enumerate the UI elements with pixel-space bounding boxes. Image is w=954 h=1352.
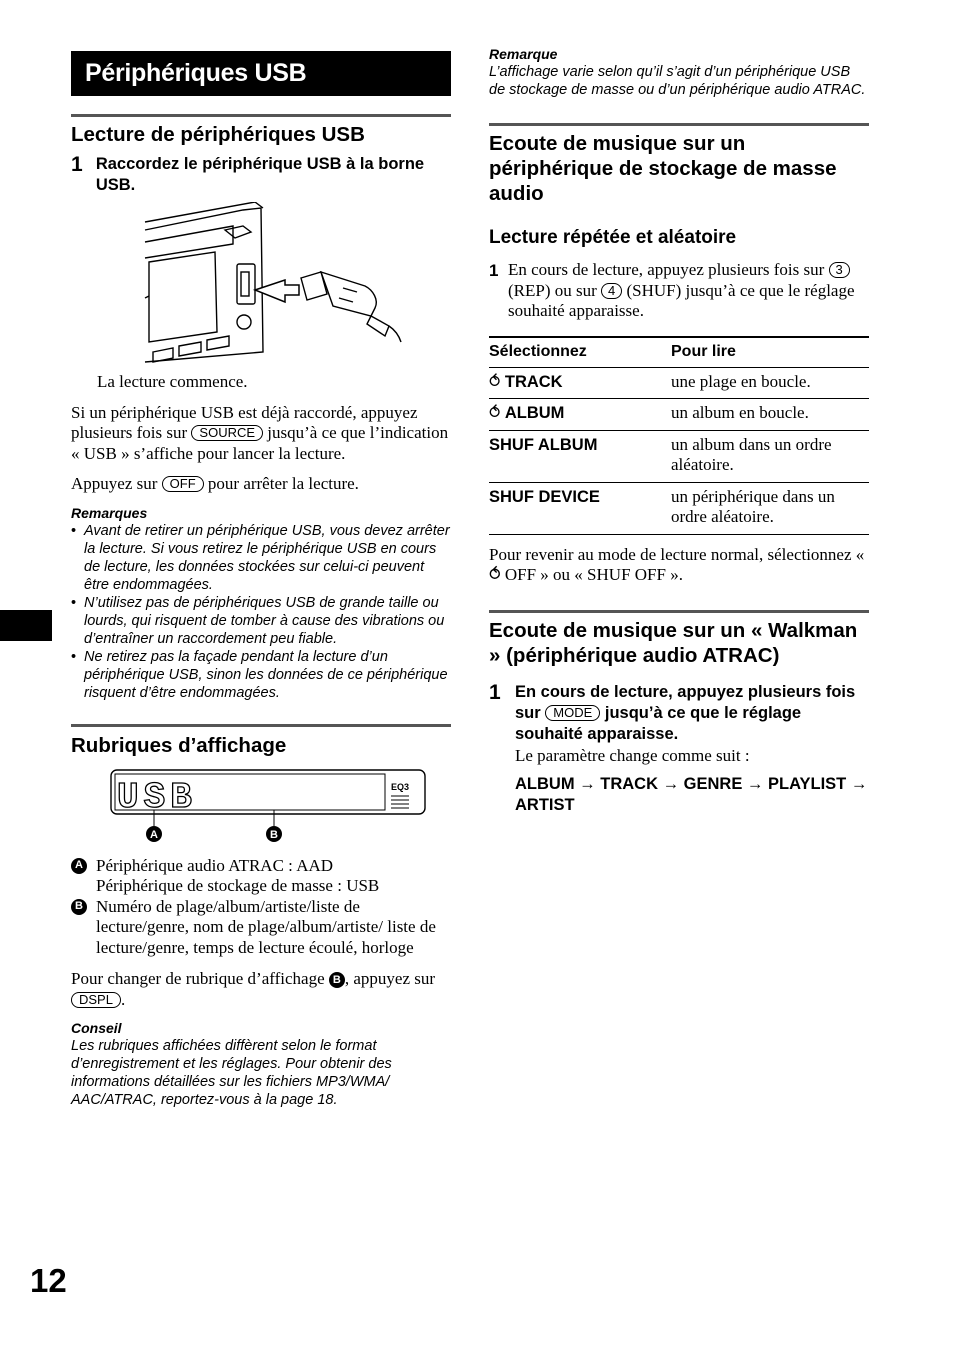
- paragraph-text: (REP) ou sur: [508, 280, 597, 300]
- step-number: 1: [489, 261, 499, 280]
- remark-title: Remarque: [489, 46, 558, 62]
- item-b-text: Numéro de plage/album/artiste/liste de lecture/genre, nom de plage/album/artiste/ liste de lecture/genre, temps de lecture écoulé, horloge: [96, 896, 436, 957]
- paragraph-source: [71, 403, 451, 465]
- step-number: 1: [71, 153, 83, 176]
- mode-button[interactable]: MODE: [545, 705, 600, 721]
- paragraph-text: En cours de lecture, appuyez plusieurs fois sur: [515, 682, 856, 722]
- repeat-icon: ⥀: [489, 565, 501, 584]
- dspl-button[interactable]: DSPL: [71, 992, 121, 1008]
- source-button[interactable]: SOURCE: [191, 425, 263, 441]
- right-column: [489, 46, 869, 816]
- table-cell: SHUF DEVICE: [489, 482, 671, 534]
- remarks-title: Remarques: [71, 504, 148, 521]
- return-normal-paragraph: [489, 545, 869, 586]
- remark-text: L’affichage varie selon qu’il s’agit d’un périphérique USB de stockage de masse ou d’un périphérique audio ATRAC.: [489, 64, 866, 98]
- step-1: [489, 682, 869, 817]
- table-cell: [489, 399, 671, 431]
- step-text: [508, 260, 869, 322]
- button-3[interactable]: 3: [829, 262, 850, 278]
- off-button[interactable]: OFF: [162, 476, 204, 492]
- list-item: • Ne retirez pas la façade pendant la lecture d’un périphérique USB, sinon les données de ce périphérique risquent d’être endommagées.: [71, 648, 451, 702]
- list-item: • Avant de retirer un périphérique USB, vous devez arrêter la lecture. Si vous retirez le périphérique USB en cours de lecture, les données stockées sur celui-ci peuvent être endommagées.: [71, 522, 451, 594]
- item-a-line2: Périphérique de stockage de masse : USB: [96, 876, 380, 895]
- table-row: [489, 399, 869, 431]
- callout-b: B: [270, 828, 278, 841]
- callout-a: A: [150, 828, 158, 841]
- section-heading-display-items: Rubriques d’affichage: [71, 733, 287, 757]
- callout-b-marker: B: [329, 972, 345, 988]
- table-cell-text: ALBUM: [504, 404, 565, 422]
- repeat-icon: ⥀: [489, 372, 505, 391]
- selection-table: [489, 336, 869, 535]
- usb-connection-illustration: [143, 202, 403, 364]
- item-a: [71, 856, 451, 897]
- paragraph-text: jusqu’à ce que l’indication « USB » s’affiche pour lancer la lecture.: [71, 423, 449, 463]
- button-4[interactable]: 4: [601, 283, 622, 299]
- tip-title: Conseil: [71, 1020, 122, 1036]
- item-b: [71, 897, 451, 959]
- table-cell: un album en boucle.: [671, 399, 869, 431]
- paragraph-text: Pour revenir au mode de lecture normal, sélectionnez «: [489, 544, 865, 564]
- divider: [71, 724, 451, 727]
- divider: [489, 123, 869, 126]
- list-item: • N’utilisez pas de périphériques USB de grande taille ou lourds, qui risquent de tomber à cause des vibrations ou d’entraîner un raccordement peu fiable.: [71, 594, 451, 648]
- mode-sequence: ALBUM → TRACK → GENRE → PLAYLIST → ARTIST: [515, 775, 868, 814]
- paragraph-text: (SHUF) jusqu’à ce que le réglage souhaité apparaisse.: [508, 280, 855, 320]
- table-header: Pour lire: [671, 337, 869, 368]
- section-tab-marker: [0, 610, 52, 641]
- paragraph-text: appuyez sur: [353, 969, 436, 988]
- table-row: [489, 367, 869, 399]
- divider: [489, 610, 869, 613]
- paragraph-text: ,: [344, 969, 350, 988]
- callout-b-marker: B: [71, 899, 87, 915]
- paragraph-text: En cours de lecture, appuyez plusieurs fois sur: [508, 260, 825, 279]
- step-1: [489, 260, 869, 322]
- display-illustration: [109, 768, 429, 846]
- item-a-line1: Périphérique audio ATRAC : AAD: [96, 855, 334, 875]
- step-number: 1: [489, 680, 501, 704]
- table-cell-text: TRACK: [504, 372, 563, 391]
- callout-a-marker: A: [71, 858, 87, 874]
- display-eq: EQ3: [391, 781, 410, 792]
- table-cell: [489, 367, 671, 399]
- table-cell: un album dans un ordre aléatoire.: [671, 430, 869, 482]
- section-heading-walkman: Ecoute de musique sur un « Walkman » (périphérique audio ATRAC): [489, 618, 858, 667]
- display-text: USB: [117, 776, 197, 818]
- left-column: [71, 51, 451, 1109]
- remarks-list: [71, 522, 451, 702]
- paragraph-text: Pour changer de rubrique d’affichage: [71, 969, 325, 988]
- table-cell: SHUF ALBUM: [489, 430, 671, 482]
- section-heading-mass-storage: Ecoute de musique sur un périphérique de stockage de masse audio: [489, 132, 837, 205]
- paragraph-text: OFF » ou « SHUF OFF ».: [504, 565, 683, 584]
- paragraph-text: .: [120, 989, 126, 1009]
- usb-plug-icon: [301, 272, 401, 342]
- paragraph-text: Si un périphérique USB est déjà raccordé, appuyez plusieurs fois sur: [71, 402, 418, 442]
- table-cell: un périphérique dans un ordre aléatoire.: [671, 482, 869, 534]
- page-title: Périphériques USB: [71, 51, 451, 96]
- step-content: [515, 682, 869, 817]
- table-header-row: [489, 337, 869, 368]
- paragraph-text: Appuyez sur: [71, 474, 158, 493]
- change-display-paragraph: [71, 969, 451, 1010]
- table-header: Sélectionnez: [489, 337, 671, 368]
- paragraph-off: [71, 474, 451, 495]
- tip-text: Les rubriques affichées diffèrent selon le format d’enregistrement et les réglages. Pour obtenir des informations détaillées sur les fichiers MP3/WMA/ AAC/ATRAC, reportez-vous à la page 18.: [71, 1038, 392, 1108]
- table-cell: une plage en boucle.: [671, 367, 869, 399]
- paragraph-text: jusqu’à ce que le réglage souhaité apparaisse.: [515, 703, 802, 743]
- repeat-icon: ⥀: [489, 404, 505, 422]
- section-heading-usb-playback: Lecture de périphériques USB: [71, 123, 365, 146]
- table-row: [489, 430, 869, 482]
- page-number: 12: [30, 1262, 67, 1299]
- step-1: [71, 154, 451, 196]
- paragraph-text: pour arrêter la lecture.: [207, 474, 359, 493]
- playback-starts-text: La lecture commence.: [97, 372, 248, 391]
- subheading-repeat-shuffle: Lecture répétée et aléatoire: [489, 227, 737, 248]
- step-text: [515, 682, 869, 745]
- divider: [71, 114, 451, 117]
- step-text: Raccordez le périphérique USB à la borne USB.: [95, 155, 425, 194]
- param-text: Le paramètre change comme suit :: [515, 745, 750, 765]
- table-row: [489, 482, 869, 534]
